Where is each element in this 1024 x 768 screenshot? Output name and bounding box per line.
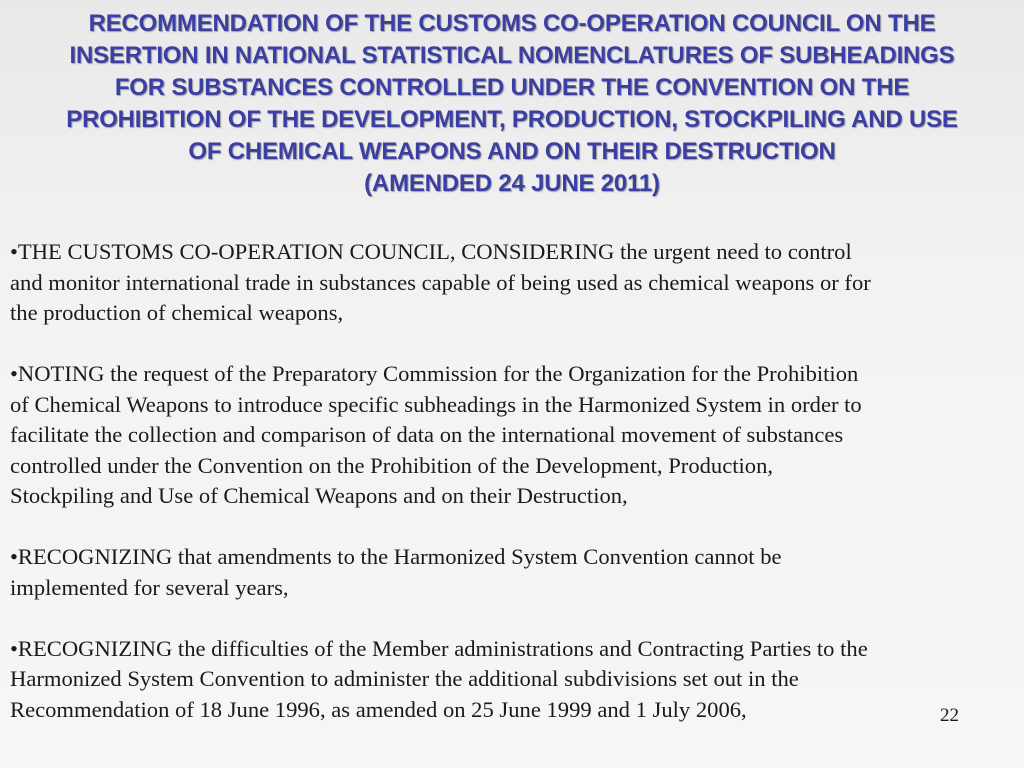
paragraph-line: •RECOGNIZING the difficulties of the Member administrations and Contracting Parties to the	[10, 635, 868, 661]
paragraph-line: facilitate the collection and comparison of data on the international movement of substances	[10, 422, 844, 447]
paragraph-recognizing-amendments	[10, 542, 1000, 603]
paragraph-recognizing-difficulties	[10, 634, 1000, 726]
title-line-1: RECOMMENDATION OF THE CUSTOMS CO-OPERATION COUNCIL ON THE	[88, 10, 936, 37]
paragraph-noting	[10, 359, 1000, 512]
page-number: 22	[940, 705, 959, 726]
slide-body	[10, 237, 1000, 756]
title-line-4: PROHIBITION OF THE DEVELOPMENT, PRODUCTION, STOCKPILING AND USE	[66, 106, 958, 133]
paragraph-line: the production of chemical weapons,	[10, 300, 344, 325]
paragraph-considering	[10, 237, 1000, 329]
paragraph-line: •RECOGNIZING that amendments to the Harmonized System Convention cannot be	[10, 544, 782, 569]
title-line-5: OF CHEMICAL WEAPONS AND ON THEIR DESTRUCTION	[188, 138, 836, 165]
paragraph-line: Recommendation of 18 June 1996, as amended on 25 June 1999 and 1 July 2006,	[10, 696, 747, 722]
title-amended-date: (AMENDED 24 JUNE 2011)	[364, 170, 660, 197]
slide-title	[12, 8, 1012, 200]
title-line-3: FOR SUBSTANCES CONTROLLED UNDER THE CONVENTION ON THE	[114, 74, 910, 101]
paragraph-line: implemented for several years,	[10, 574, 289, 600]
title-line-2: INSERTION IN NATIONAL STATISTICAL NOMENCLATURES OF SUBHEADINGS	[69, 42, 955, 69]
paragraph-line: of Chemical Weapons to introduce specific subheadings in the Harmonized System in order to	[10, 391, 862, 417]
paragraph-line: Stockpiling and Use of Chemical Weapons and on their Destruction,	[10, 483, 628, 508]
paragraph-line: controlled under the Convention on the Prohibition of the Development, Production,	[10, 452, 774, 478]
paragraph-line: and monitor international trade in substances capable of being used as chemical weapons or for	[10, 269, 871, 295]
paragraph-line: •NOTING the request of the Preparatory Commission for the Organization for the Prohibition	[10, 361, 859, 386]
paragraph-line: Harmonized System Convention to administer the additional subdivisions set out in the	[10, 666, 799, 691]
paragraph-line: •THE CUSTOMS CO-OPERATION COUNCIL, CONSIDERING the urgent need to control	[10, 239, 852, 264]
